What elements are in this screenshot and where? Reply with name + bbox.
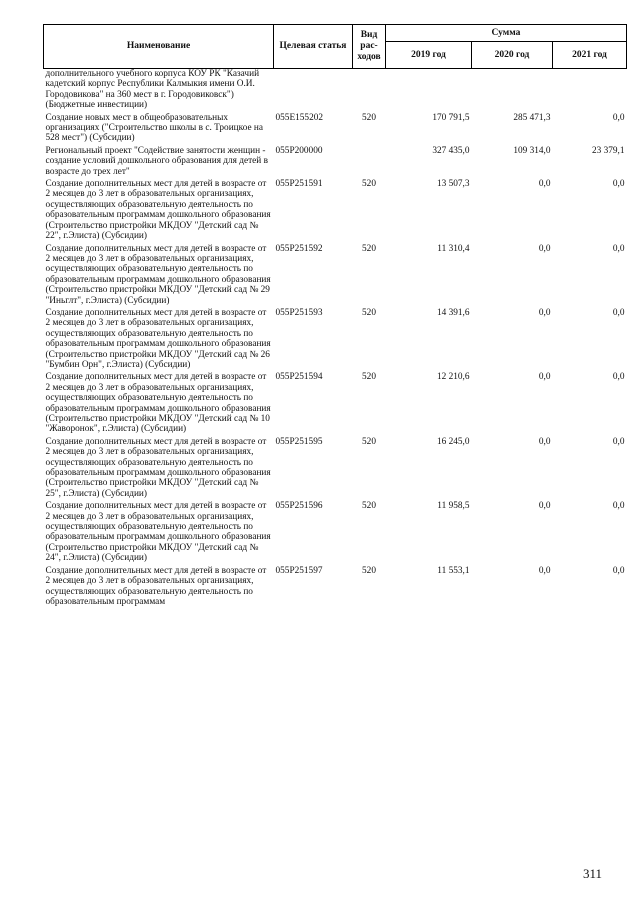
row-sum-2021: 0,0 [612, 112, 625, 123]
table-row [44, 146, 627, 179]
row-sum-2019: 11 310,4 [437, 243, 470, 254]
row-sum-2019: 12 210,6 [436, 372, 470, 383]
page-number: 311 [582, 866, 602, 881]
row-sum-2019: 327 435,0 [432, 145, 470, 156]
row-code: 055Р251592 [275, 243, 323, 254]
row-code: 055Р251596 [275, 501, 323, 512]
row-expense-type [353, 146, 386, 179]
header-year-2019: 2019 год [386, 42, 472, 69]
row-sum-2020 [472, 69, 553, 113]
row-sum-2021: 0,0 [612, 243, 625, 254]
row-sum-2020: 0,0 [538, 501, 551, 512]
row-expense-type: 520 [362, 501, 376, 512]
header-year-2021: 2021 год [553, 42, 627, 69]
row-sum-2019: 170 791,5 [432, 112, 470, 123]
row-name: Создание дополнительных мест для детей в возрасте от 2 месяцев до 3 лет в образовательных организациях, осуществляющих образовательную деятельность по образовательным программам [45, 565, 267, 607]
row-name: Создание дополнительных мест для детей в возрасте от 2 месяцев до 3 лет в образовательных организациях, осуществляющих образовательную деятельность по образовательным программам дошкольного образования (Строительство пристройки МКДОУ "Детский сад № 10 "Жаворонок", г.Элиста) (Субсидии) [45, 372, 271, 435]
row-sum-2019: 11 958,5 [437, 501, 470, 512]
table-row [44, 308, 627, 372]
row-code: 055Р251591 [275, 179, 323, 190]
row-name: Создание дополнительных мест для детей в возрасте от 2 месяцев до 3 лет в образовательных организациях, осуществляющих образовательную деятельность по образовательным программам дошкольного образования (Строительство пристройки МКДОУ "Детский сад № 25", г.Элиста) (Субсидии) [45, 436, 271, 499]
row-sum-2020: 0,0 [538, 436, 551, 447]
row-sum-2020: 0,0 [538, 307, 551, 318]
row-sum-2021: 0,0 [612, 565, 625, 576]
row-code: 055Р200000 [275, 145, 323, 156]
row-sum-2020: 0,0 [538, 179, 551, 190]
table-row [44, 566, 627, 610]
row-code [274, 69, 353, 113]
row-sum-2021: 0,0 [612, 372, 625, 383]
row-sum-2020: 0,0 [538, 565, 551, 576]
row-expense-type: 520 [362, 179, 376, 190]
row-expense-type: 520 [362, 243, 376, 254]
row-name: Создание дополнительных мест для детей в возрасте от 2 месяцев до 3 лет в образовательных организациях, осуществляющих образовательную деятельность по образовательным программам дошкольного образования (Строительство пристройки МКДОУ "Детский сад № 22", г.Элиста) (Субсидии) [45, 179, 271, 242]
row-sum-2021: 0,0 [612, 307, 625, 318]
row-name: Создание дополнительных мест для детей в возрасте от 2 месяцев до 3 лет в образовательных организациях, осуществляющих образовательную деятельность по образовательным программам дошкольного образования (Строительство пристройки МКДОУ "Детский сад № 26 "Бумбин Орн", г.Элиста) (Субсидии) [45, 307, 271, 370]
row-sum-2021 [553, 69, 627, 113]
row-name: Региональный проект "Содействие занятости женщин - создание условий дошкольного образования для детей в возрасте до трех лет" [45, 145, 268, 177]
row-sum-2019: 16 245,0 [436, 436, 470, 447]
row-sum-2020: 0,0 [538, 243, 551, 254]
row-name: дополнительного учебного корпуса КОУ РК "Казачий кадетский корпус Республики Калмыкия имени О.И. Городовикова" на 360 мест в г. Городовиковск") (Бюджетные инвестиции) [45, 69, 260, 111]
row-expense-type: 520 [362, 436, 376, 447]
table-row [44, 179, 627, 243]
table-row [44, 244, 627, 308]
table-row [44, 437, 627, 501]
row-sum-2020: 285 471,3 [513, 112, 551, 123]
row-expense-type: 520 [362, 112, 376, 123]
row-expense-type: 520 [362, 372, 376, 383]
row-code: 055Е155202 [275, 112, 324, 123]
row-expense-type [353, 69, 386, 113]
table-row [44, 501, 627, 565]
row-name: Создание дополнительных мест для детей в возрасте от 2 месяцев до 3 лет в образовательных организациях, осуществляющих образовательную деятельность по образовательным программам дошкольного образования (Строительство пристройки МКДОУ "Детский сад № 24", г.Элиста) (Субсидии) [45, 501, 271, 564]
row-sum-2019: 13 507,3 [436, 179, 470, 190]
header-sum: Сумма [386, 25, 627, 42]
row-sum-2020: 0,0 [538, 372, 551, 383]
row-code: 055Р251594 [275, 372, 323, 383]
table-row [44, 113, 627, 146]
row-expense-type: 520 [362, 565, 376, 576]
header-name: Наименование [44, 25, 274, 69]
header-target-article: Целевая статья [274, 25, 353, 69]
table-body [44, 69, 627, 610]
row-sum-2021: 0,0 [612, 436, 625, 447]
row-name: Создание новых мест в общеобразовательных организациях ("Строительство школы в с. Троицкое на 528 мест") (Субсидии) [45, 112, 264, 144]
budget-table [43, 24, 627, 609]
header-expense-type: Вид рас-ходов [353, 25, 386, 69]
row-name: Создание дополнительных мест для детей в возрасте от 2 месяцев до 3 лет в образовательных организациях, осуществляющих образовательную деятельность по образовательным программам дошкольного образования (Строительство пристройки МКДОУ "Детский сад № 29 "Иньглт", г.Элиста) (Субсидии) [45, 243, 271, 306]
row-sum-2019: 11 553,1 [437, 565, 470, 576]
table-header [44, 25, 627, 69]
row-expense-type: 520 [362, 307, 376, 318]
row-sum-2021: 0,0 [612, 179, 625, 190]
header-year-2020: 2020 год [472, 42, 553, 69]
row-code: 055Р251595 [275, 436, 323, 447]
row-sum-2020: 109 314,0 [513, 145, 551, 156]
row-sum-2021: 23 379,1 [591, 145, 625, 156]
row-sum-2021: 0,0 [612, 501, 625, 512]
row-code: 055Р251597 [275, 565, 323, 576]
table-row [44, 69, 627, 113]
row-sum-2019: 14 391,6 [436, 307, 470, 318]
table-row [44, 372, 627, 436]
row-code: 055Р251593 [275, 307, 323, 318]
row-sum-2019 [386, 69, 472, 113]
